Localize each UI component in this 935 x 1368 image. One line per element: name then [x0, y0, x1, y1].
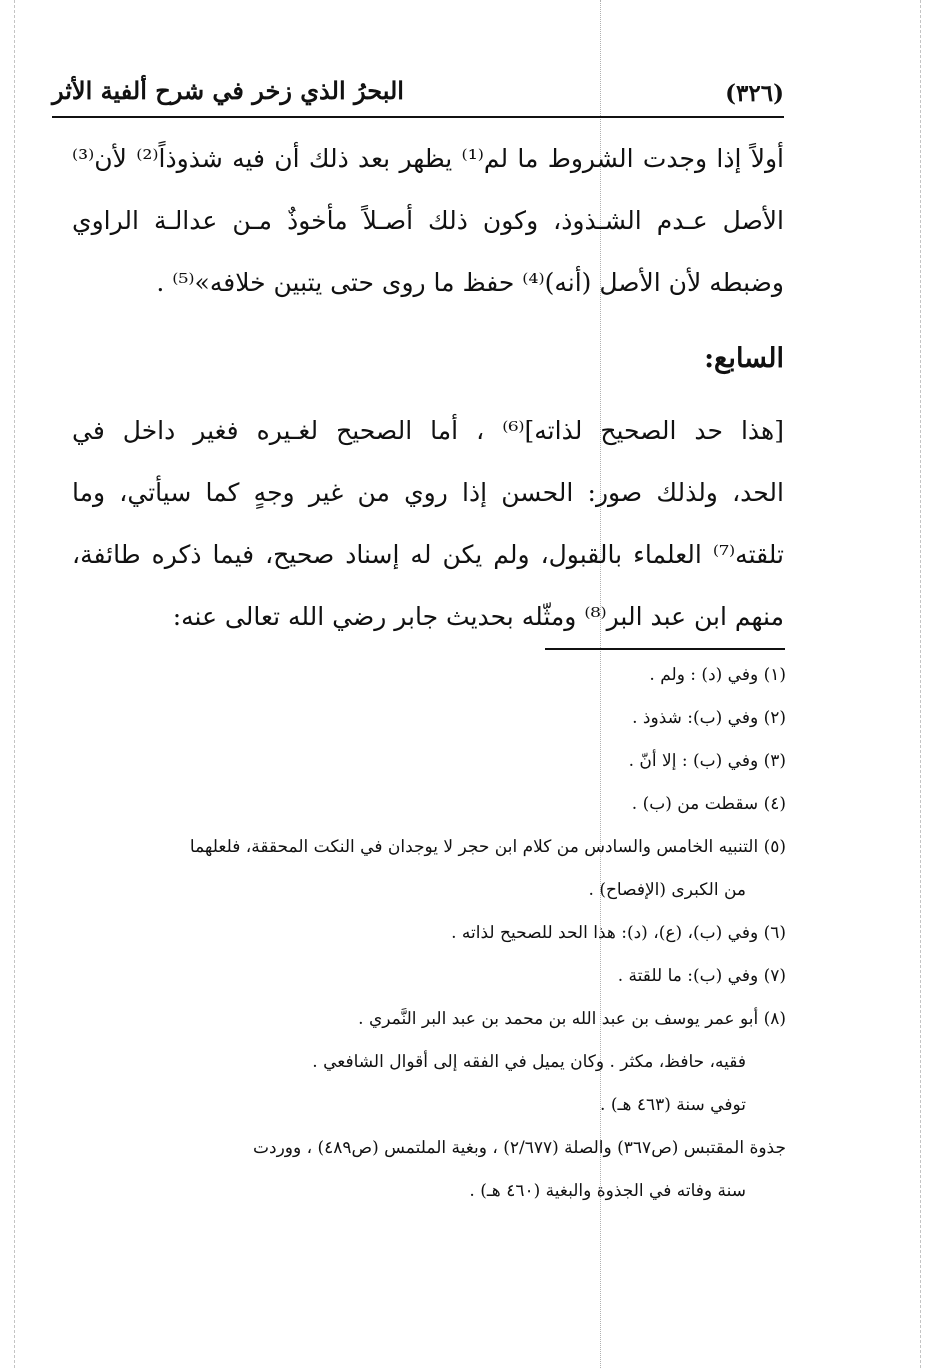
footnote-line: (٤) سقطت من (ب) .	[631, 794, 786, 814]
footnote-line: توفي سنة (٤٦٣ هـ) .	[600, 1095, 746, 1115]
footnote-line: من الكبرى (الإفصاح) .	[588, 880, 746, 900]
footnote-line: (٣) وفي (ب) : إلا أنّ .	[628, 751, 786, 771]
header-rule	[52, 116, 784, 118]
footnote-line: (٥) التنبيه الخامس والسادس من كلام ابن حجر لا يوجدان في النكت المحققة، فلعلهما	[189, 837, 786, 857]
footnote-separator	[545, 648, 785, 650]
footnote-line: (٧) وفي (ب): ما للقتة .	[617, 966, 786, 986]
footnote-line: (٢) وفي (ب): شذوذ .	[632, 708, 786, 728]
paragraph-1	[72, 128, 784, 314]
footnote-line: سنة وفاته في الجذوة والبغية (٤٦٠ هـ) .	[469, 1181, 746, 1201]
text-line: الأصل عـدم الشـذوذ، وكون ذلك أصـلاً مأخوذٌ مـن عدالـة الراوي	[72, 206, 784, 235]
footnote-line: (١) وفي (د) : ولم .	[649, 665, 786, 685]
footnote-line: (٦) وفي (ب)، (ع)، (د): هذا الحد للصحيح لذاته .	[451, 923, 786, 943]
text-line: تلقته⁽⁷⁾ العلماء بالقبول، ولم يكن له إسناد صحيح، فيما ذكره طائفة،	[72, 540, 784, 569]
text-line: منهم ابن عبد البر⁽⁸⁾ ومثّله بحديث جابر رضي الله تعالى عنه:	[172, 602, 784, 631]
text-line: [هذا حد الصحيح لذاته]⁽⁶⁾ ، أما الصحيح لغـيره فغير داخل في	[72, 416, 784, 445]
scan-edge-right	[920, 0, 921, 1368]
footnote-line: فقيه، حافظ، مكثر . وكان يميل في الفقه إلى أقوال الشافعي .	[312, 1052, 746, 1072]
text-line: أولاً إذا وجدت الشروط ما لم⁽¹⁾ يظهر بعد ذلك أن فيه شذوذاً⁽²⁾ لأن⁽³⁾	[72, 144, 784, 173]
running-header	[52, 70, 784, 118]
page-number: (٣٢٦)	[725, 80, 784, 107]
footnote-line: جذوة المقتبس (ص٣٦٧) والصلة (٢/٦٧٧) ، وبغية الملتمس (ص٤٨٩) ، ووردت	[253, 1138, 786, 1158]
main-text	[72, 128, 784, 648]
footnotes	[72, 654, 786, 1213]
footnote-line: (٨) أبو عمر يوسف بن عبد الله بن محمد بن عبد البر النَّمري .	[358, 1009, 786, 1029]
text-line: وضبطه لأن الأصل (أنه)⁽⁴⁾ حفظ ما روى حتى يتبين خلافه»⁽⁵⁾ .	[156, 268, 784, 297]
section-heading: السابع:	[704, 343, 784, 374]
scan-edge-left	[14, 0, 15, 1368]
book-title: البحرُ الذي زخر في شرح ألفية الأثر	[52, 76, 404, 105]
text-line: الحد، ولذلك صور: الحسن إذا روي من غير وجهٍ كما سيأتي، وما	[72, 478, 784, 507]
paragraph-2	[72, 400, 784, 648]
